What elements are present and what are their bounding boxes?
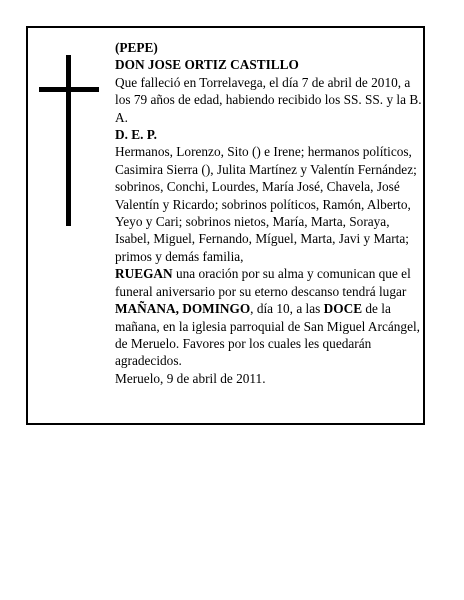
ruegan-paragraph: [115, 265, 425, 369]
day-text: , día 10, a las: [250, 301, 324, 317]
alias: (PEPE): [115, 40, 158, 55]
ruegan-bold: RUEGAN: [115, 266, 173, 282]
ruegan-text: una oración por su alma y comunican que el funeral aniversario por su eterno descanso tendrá lugar: [115, 266, 411, 299]
dep: D. E. P.: [115, 127, 157, 143]
family-list: Hermanos, Lorenzo, Sito () e Irene; hermanos políticos, Casimira Sierra (), Julita Martínez y Valentín Fernández; sobrinos, Conchi, Lourdes, María José, Chavela, José Valentín y Ricardo; sobrinos políticos, Ramón, Alberto, Yeyo y Cari; sobrinos nietos, María, Marta, Soraya, Isabel, Miguel, Fernando, Míguel, Marta, Javi y Marta; primos y demás familia,: [115, 144, 417, 264]
hour-bold: DOCE: [323, 301, 363, 317]
closing-text: de la mañana, en la iglesia parroquial de San Miguel Arcángel, de Meruelo. Favores por los cuales les quedarán agradecidos.: [115, 301, 420, 369]
death-line: Que falleció en Torrelavega, el día 7 de abril de 2010, a los 79 años de edad, habiendo recibido los SS. SS. y la B. A.: [115, 74, 422, 125]
cross-horizontal-bar: [39, 87, 99, 92]
place-date: Meruelo, 9 de abril de 2011.: [115, 370, 266, 386]
cross-vertical-bar: [66, 55, 71, 226]
cross-icon: [39, 55, 99, 226]
obituary-text: [115, 39, 425, 387]
obituary-notice: [26, 26, 425, 425]
day-bold: MAÑANA, DOMINGO: [115, 301, 251, 317]
deceased-name: DON JOSE ORTIZ CASTILLO: [115, 57, 299, 73]
